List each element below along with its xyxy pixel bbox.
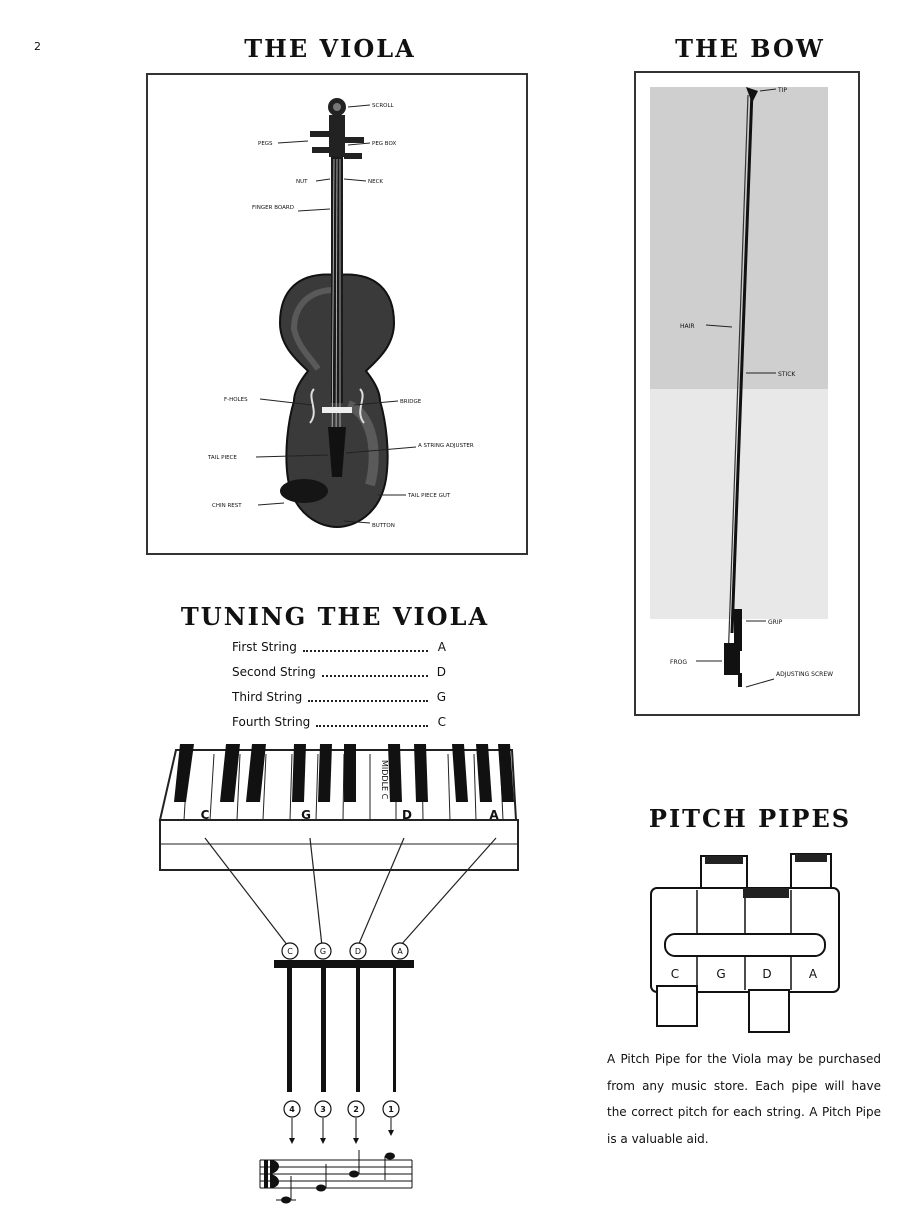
viola-peg — [344, 137, 364, 143]
bow-diagram-panel — [634, 71, 860, 716]
string-number-3: 3 — [320, 1105, 326, 1114]
tuning-row-first — [232, 636, 446, 658]
arrow-down-icon — [388, 1130, 394, 1136]
label-frog: FROG — [670, 659, 687, 666]
string-note: G — [436, 690, 446, 704]
note-circle-c: C — [287, 947, 293, 956]
string-line — [321, 968, 326, 1092]
note-circle-a: A — [397, 947, 403, 956]
arrow-down-icon — [289, 1138, 295, 1144]
tuning-row-fourth — [232, 711, 446, 733]
string-line — [393, 968, 396, 1092]
viola-chin-rest — [280, 479, 328, 503]
music-staff — [260, 1160, 412, 1200]
keyboard-tuning-diagram — [150, 740, 530, 1210]
bow-title: THE BOW — [675, 34, 825, 63]
label-button: BUTTON — [372, 523, 395, 529]
string-name: First String — [232, 640, 297, 654]
label-tail-piece: TAIL PIECE — [208, 455, 237, 461]
note-circle-g: G — [319, 947, 327, 956]
label-peg-box: PEG BOX — [372, 141, 397, 147]
arrow-down-icon — [353, 1138, 359, 1144]
label-finger-board: FINGER BOARD — [252, 205, 294, 211]
pitch-pipes-illustration — [645, 850, 855, 1036]
bow-frog — [724, 643, 740, 675]
label-nut: NUT — [296, 179, 308, 185]
note-circle-d: D — [354, 947, 362, 956]
label-pegs: PEGS — [258, 141, 273, 147]
string-number-1: 1 — [388, 1105, 394, 1114]
string-number-4: 4 — [289, 1105, 295, 1114]
string-number-2: 2 — [353, 1105, 359, 1114]
viola-illustration — [148, 75, 526, 553]
label-a-string-adjuster: A STRING ADJUSTER — [418, 443, 474, 449]
label-bridge: BRIDGE — [400, 399, 422, 405]
black-key — [292, 744, 306, 802]
label-tail-piece-gut: TAIL PIECE GUT — [408, 493, 451, 499]
viola-diagram-panel — [146, 73, 528, 555]
pitch-pipes-description: A Pitch Pipe for the Viola may be purchased from any music store. Each pipe will have the correct pitch for each string. A Pitch Pipe is a valuable aid. — [607, 1052, 881, 1146]
pitch-pipe-band — [665, 934, 825, 956]
alto-clef-icon — [264, 1160, 268, 1188]
black-key — [414, 744, 428, 802]
string-nut-bar — [274, 960, 414, 968]
pitch-pipes-title: PITCH PIPES — [648, 804, 852, 833]
keyboard-front — [160, 820, 518, 870]
tuning-title: TUNING THE VIOLA — [180, 602, 490, 631]
label-hair: HAIR — [680, 323, 695, 330]
label-neck: NECK — [368, 179, 384, 185]
tuning-row-second — [232, 661, 446, 683]
page-number: 2 — [34, 40, 41, 53]
string-note: C — [437, 715, 446, 729]
key-label-d: D — [402, 808, 412, 822]
label-tip: TIP — [778, 87, 788, 94]
bow-adjusting-screw — [738, 673, 742, 687]
middle-c-label: MIDDLE C — [380, 760, 389, 800]
pipe-label-g: G — [716, 967, 726, 981]
tuning-row-third — [232, 686, 446, 708]
viola-peg — [344, 153, 362, 159]
arrow-down-icon — [320, 1138, 326, 1144]
string-line — [287, 968, 292, 1092]
label-adjusting-screw: ADJUSTING SCREW — [776, 671, 834, 678]
key-label-c: C — [200, 808, 210, 822]
viola-peg — [312, 147, 330, 153]
viola-title: THE VIOLA — [244, 34, 416, 63]
black-key — [388, 744, 402, 802]
string-name: Third String — [232, 690, 303, 704]
label-scroll: SCROLL — [372, 103, 394, 109]
pipe-label-a: A — [808, 967, 818, 981]
string-name: Fourth String — [232, 715, 311, 729]
viola-bridge — [322, 407, 352, 413]
bow-illustration — [636, 73, 858, 714]
label-f-holes: F-HOLES — [224, 397, 248, 403]
label-grip: GRIP — [768, 619, 783, 626]
string-line — [356, 968, 360, 1092]
string-name: Second String — [232, 665, 316, 679]
string-note: D — [436, 665, 446, 679]
viola-peg — [310, 131, 330, 137]
pipe-label-c: C — [670, 967, 680, 981]
black-key — [344, 744, 356, 802]
key-label-g: G — [301, 808, 311, 822]
string-note: A — [437, 640, 446, 654]
black-key — [318, 744, 332, 802]
key-label-a: A — [489, 808, 499, 822]
pipe-label-d: D — [762, 967, 772, 981]
label-stick: STICK — [778, 371, 796, 378]
label-chin-rest: CHIN REST — [212, 503, 242, 509]
